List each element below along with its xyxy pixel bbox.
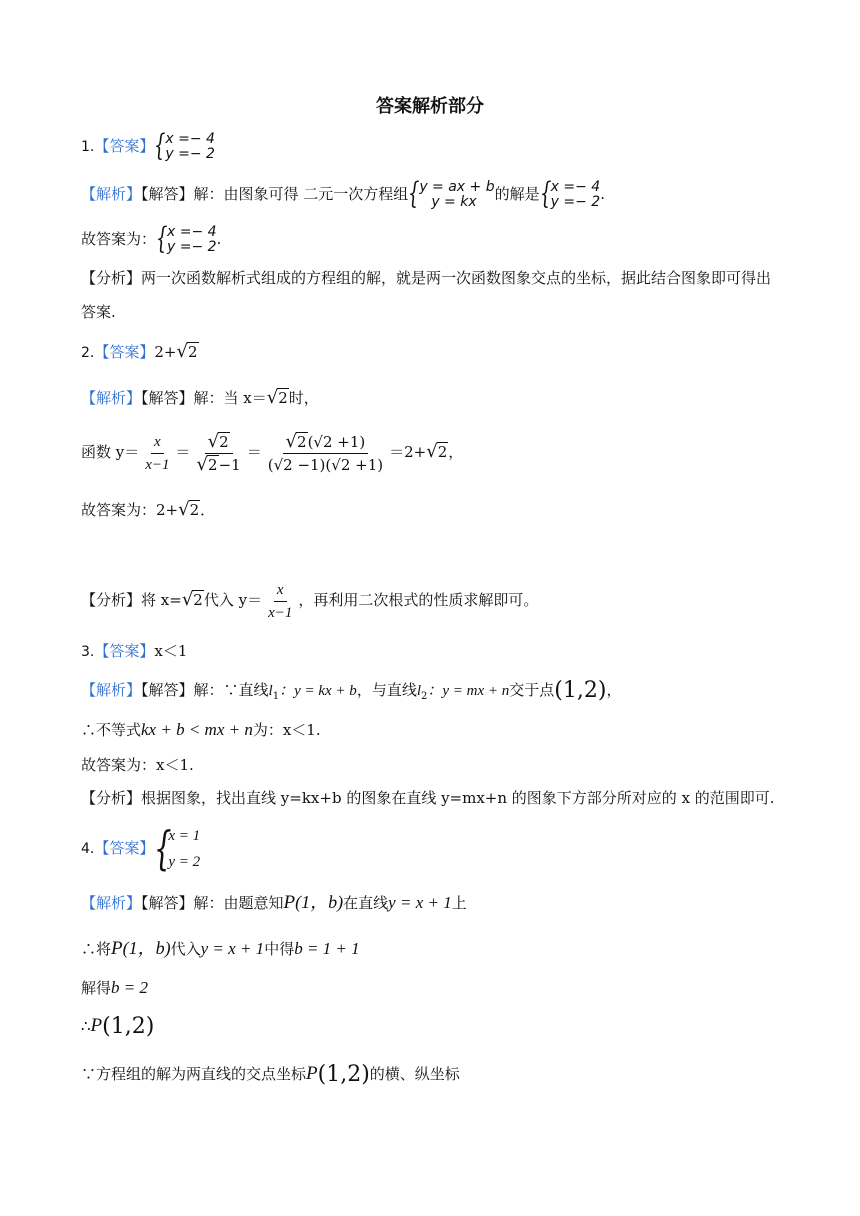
- q2-answer-line: 2.【答案】2+√2: [81, 341, 198, 362]
- q1-answer-system: { x =− 4 y =− 2: [154, 128, 215, 163]
- q1-analysis-line1: 【分析】两一次函数解析式组成的方程组的解，就是两一次函数图象交点的坐标，据此结合图象即可得出: [81, 269, 772, 287]
- page-title: 答案解析部分: [376, 96, 484, 117]
- q1-solution-line: 【解析】【解答】解：由图象可得 二元一次方程组 { y = ax + b y = kx 的解是 { x =− 4 y =− 2 .: [81, 176, 605, 211]
- q2-function-line: 函数 y＝ $\frac{x}{x-1}$ ＝ $\frac{√2}{√2-1}$ ＝ $\frac{√2(√2 +1)}{(√2 -1)(√2 +1)}$ ＝2+√2，: [81, 430, 464, 475]
- q1-conclusion-system: { x =− 4 y =− 2: [156, 221, 217, 256]
- q1-equation-system: { y = ax + b y = kx: [408, 176, 495, 211]
- q4-solution-line1: 【解析】【解答】解：由题意知P(1，b)在直线y = x + 1上: [81, 892, 467, 913]
- fraction-sqrt2: $\frac{√2}{√2-1}$: [196, 430, 241, 475]
- q3-conclusion-line: 故答案为：x＜1.: [81, 756, 194, 774]
- q1-number: 1.: [81, 139, 95, 155]
- q4-solution-line2: ∴将P(1，b)代入y = x + 1中得b = 1 + 1: [81, 938, 360, 959]
- q2-analysis-line: 【分析】将 x=√2代入 y＝ $\frac{x}{x-1}$ ，再利用二次根式的性质求解即可。: [81, 581, 539, 621]
- q1-conclusion-line: 故答案为： { x =− 4 y =− 2 .: [81, 221, 222, 256]
- fraction-rationalized: $\frac{√2(√2 +1)}{(√2 -1)(√2 +1)}$: [267, 430, 384, 474]
- q3-answer-line: 3.【答案】x＜1: [81, 642, 188, 660]
- fraction-x-over-xm1: $\frac{x}{x-1}$: [145, 433, 170, 473]
- fenxi-tag: 【分析】: [81, 269, 142, 287]
- sqrt-two: √2: [176, 341, 198, 362]
- q3-solution-line: 【解析】【解答】解：∵直线$l_1$：y = kx + b，与直线$l_2$：y = mx + n交于点(1,2)，: [81, 678, 622, 703]
- q3-analysis-line: 【分析】根据图象，找出直线 y=kx+b 的图象在直线 y=mx+n 的图象下方部分所对应的 x 的范围即可.: [81, 789, 775, 807]
- q3-inequality-line: ∴不等式kx + b < mx + n为：x＜1.: [81, 720, 321, 739]
- q4-solution-line5: ∵方程组的解为两直线的交点坐标P(1,2)的横、纵坐标: [81, 1062, 460, 1087]
- q2-conclusion-line: 故答案为：2+√2．: [81, 499, 216, 520]
- q4-answer-line: 4.【答案】 { x = 1 y = 2: [81, 821, 201, 875]
- q2-solution-line: 【解析】【解答】解：当 x＝√2时，: [81, 387, 319, 408]
- q1-answer-line: [81, 128, 215, 163]
- answer-tag: 【答案】: [94, 137, 155, 155]
- q4-solution-line4: ∴P(1,2): [81, 1014, 155, 1039]
- q4-answer-system: { x = 1 y = 2: [154, 821, 201, 875]
- q1-solution-system: { x =− 4 y =− 2: [539, 176, 601, 211]
- jiexi-tag: 【解析】: [81, 185, 142, 203]
- q1-analysis-line2: 答案.: [81, 303, 116, 321]
- jieda-tag: 【解答】: [141, 185, 194, 203]
- q4-solution-line3: 解得b = 2: [81, 978, 148, 997]
